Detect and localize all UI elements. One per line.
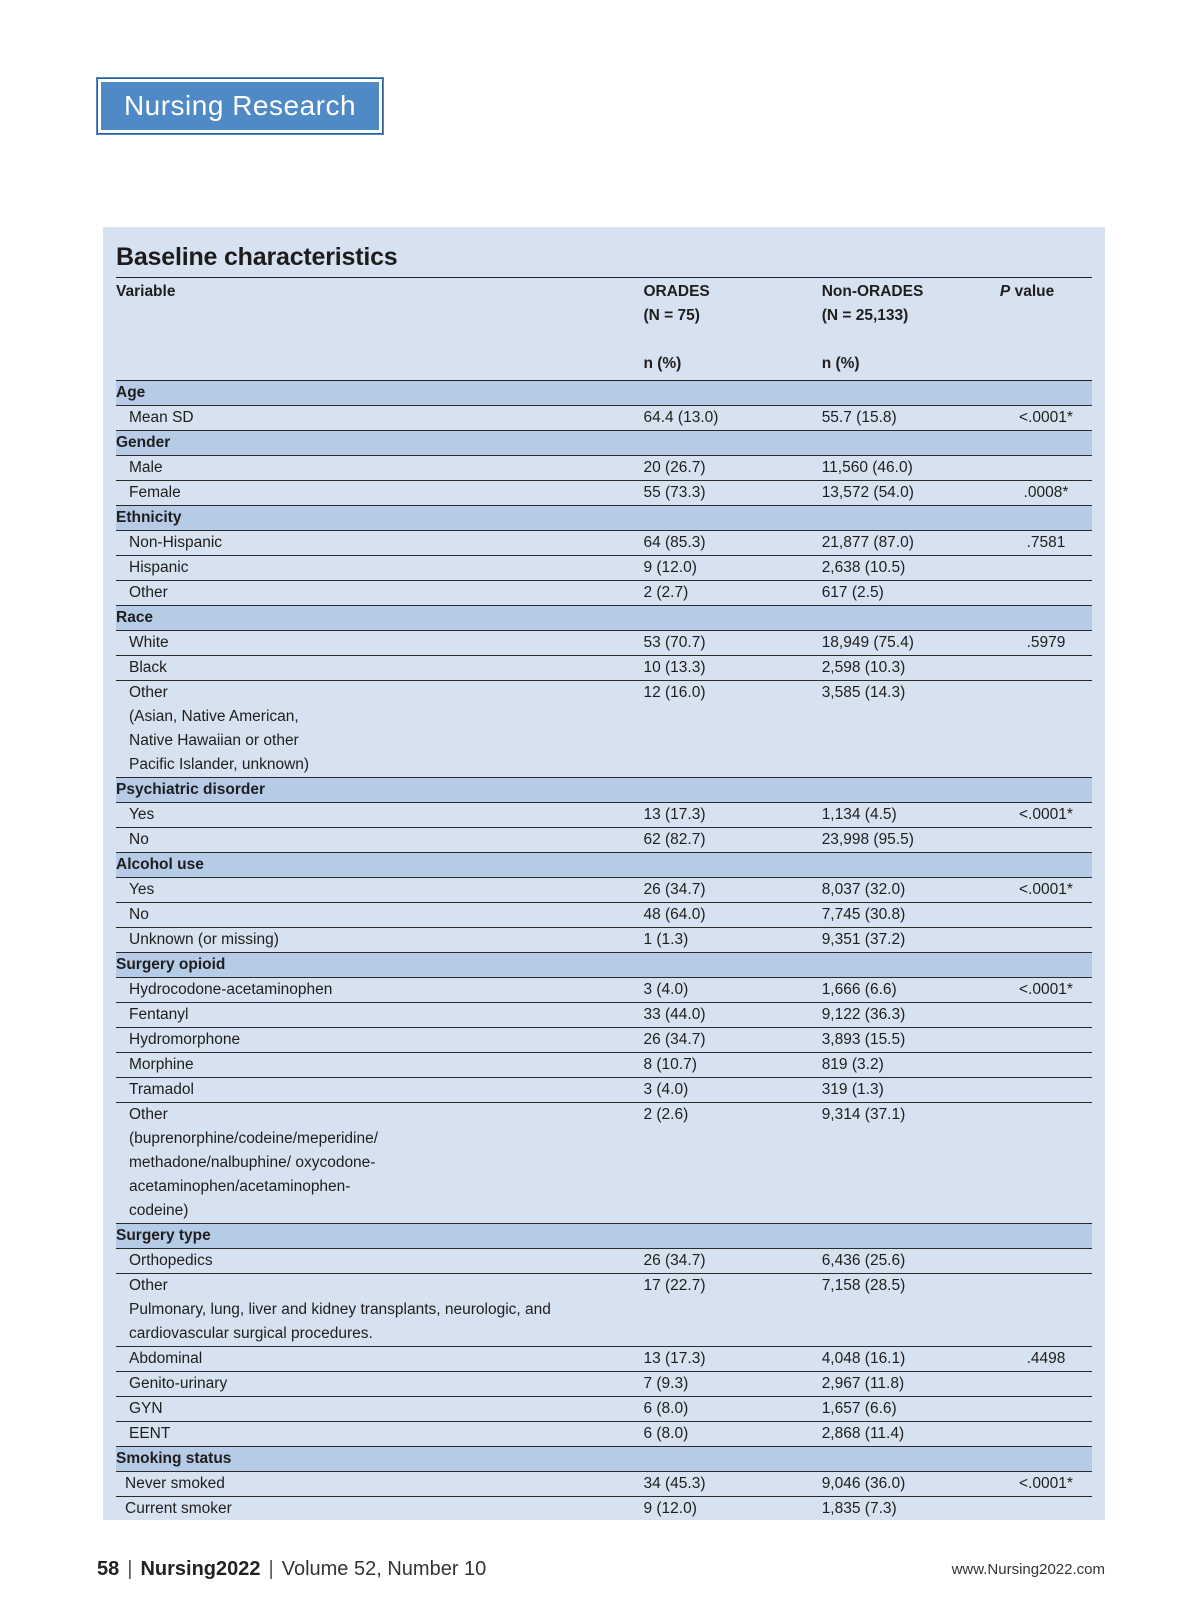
- variable-label-line: (buprenorphine/codeine/meperidine/: [129, 1130, 379, 1147]
- table-title: Baseline characteristics: [116, 243, 398, 271]
- orades-cell: 9 (12.0): [643, 556, 821, 581]
- orades-cell: 64.4 (13.0): [643, 406, 821, 431]
- non-orades-cell: 6,436 (25.6): [822, 1249, 1000, 1274]
- p-value-cell: <.0001*: [1000, 406, 1092, 431]
- variable-cell: EENT: [116, 1422, 643, 1447]
- p-value-cell: <.0001*: [1000, 878, 1092, 903]
- header-non-orades: Non-ORADES (N = 25,133) n (%): [822, 278, 1000, 381]
- p-value-cell: [1000, 1497, 1092, 1522]
- orades-cell: 8 (10.7): [643, 1053, 821, 1078]
- table-row: [116, 1053, 1092, 1078]
- variable-cell: Male: [116, 456, 643, 481]
- p-value-cell: [1000, 456, 1092, 481]
- variable-cell: Yes: [116, 878, 643, 903]
- group-label: Psychiatric disorder: [116, 778, 1092, 803]
- table-row: [116, 1003, 1092, 1028]
- non-orades-cell: 7,158 (28.5): [822, 1274, 1000, 1347]
- table-row: [116, 581, 1092, 606]
- orades-cell: 2 (2.6): [643, 1103, 821, 1224]
- header-orades: ORADES (N = 75) n (%): [643, 278, 821, 381]
- section-tag: Nursing Research: [97, 78, 383, 134]
- variable-cell: No: [116, 828, 643, 853]
- table-header-row: [116, 278, 1092, 381]
- p-value-cell: [1000, 1249, 1092, 1274]
- table-body: [116, 381, 1092, 1522]
- variable-label-line: Pulmonary, lung, liver and kidney transplants, neurologic, and: [129, 1301, 551, 1318]
- variable-cell: Tramadol: [116, 1078, 643, 1103]
- variable-cell: Female: [116, 481, 643, 506]
- table-group-row: [116, 606, 1092, 631]
- p-value-cell: [1000, 828, 1092, 853]
- variable-cell: Hispanic: [116, 556, 643, 581]
- p-value-cell: .5979: [1000, 631, 1092, 656]
- table-row: [116, 978, 1092, 1003]
- variable-label-line: Pacific Islander, unknown): [129, 756, 310, 773]
- baseline-table-panel: [103, 227, 1105, 1520]
- orades-cell: 1 (1.3): [643, 928, 821, 953]
- variable-cell: Yes: [116, 803, 643, 828]
- variable-cell: Unknown (or missing): [116, 928, 643, 953]
- p-value-cell: [1000, 1397, 1092, 1422]
- orades-cell: 55 (73.3): [643, 481, 821, 506]
- non-orades-cell: 55.7 (15.8): [822, 406, 1000, 431]
- table-group-row: [116, 431, 1092, 456]
- table-row: [116, 1497, 1092, 1522]
- variable-label-line: Other: [129, 1106, 168, 1123]
- orades-cell: 9 (12.0): [643, 1500, 697, 1517]
- table-group-row: [116, 1447, 1092, 1472]
- table-row: [116, 1078, 1092, 1103]
- orades-cell: 33 (44.0): [643, 1003, 821, 1028]
- page-footer: 58 | Nursing2022 | Volume 52, Number 10 www.Nursing2022.com: [97, 1558, 1105, 1580]
- website-url: www.Nursing2022.com: [951, 1561, 1105, 1578]
- table-row: [116, 556, 1092, 581]
- variable-cell: GYN: [116, 1397, 643, 1422]
- orades-cell: 26 (34.7): [643, 1028, 821, 1053]
- non-orades-cell: 3,585 (14.3): [822, 681, 1000, 778]
- non-orades-cell: 4,048 (16.1): [822, 1347, 1000, 1372]
- variable-cell: White: [116, 631, 643, 656]
- orades-cell: 62 (82.7): [643, 828, 821, 853]
- table-row: [116, 1103, 1092, 1224]
- orades-cell: 20 (26.7): [643, 456, 821, 481]
- table-row: [116, 681, 1092, 778]
- orades-cell: 13 (17.3): [643, 1347, 821, 1372]
- variable-cell: [116, 1274, 643, 1347]
- variable-cell: Abdominal: [116, 1347, 643, 1372]
- non-orades-cell: 3,893 (15.5): [822, 1028, 1000, 1053]
- table-group-row: [116, 506, 1092, 531]
- non-orades-cell: 819 (3.2): [822, 1053, 1000, 1078]
- p-value-cell: [1000, 903, 1092, 928]
- p-value-cell: [1000, 656, 1092, 681]
- table-group-row: [116, 1224, 1092, 1249]
- group-label: Ethnicity: [116, 506, 1092, 531]
- orades-cell: 2 (2.7): [643, 581, 821, 606]
- variable-cell: Never smoked: [116, 1472, 643, 1497]
- variable-cell: Current smoker: [125, 1500, 232, 1517]
- group-label: Gender: [116, 431, 1092, 456]
- table-row: [116, 531, 1092, 556]
- table-row: [116, 903, 1092, 928]
- variable-cell: Black: [116, 656, 643, 681]
- table-group-row: [116, 778, 1092, 803]
- p-value-cell: [1000, 1422, 1092, 1447]
- group-label: Surgery opioid: [116, 953, 1092, 978]
- non-orades-cell: 2,598 (10.3): [822, 656, 1000, 681]
- table-group-row: [116, 953, 1092, 978]
- non-orades-cell: 9,122 (36.3): [822, 1003, 1000, 1028]
- variable-label-line: Other: [129, 1277, 168, 1294]
- orades-cell: 53 (70.7): [643, 631, 821, 656]
- p-value-cell: [1000, 1274, 1092, 1347]
- p-value-cell: [1000, 1078, 1092, 1103]
- table-row: [116, 631, 1092, 656]
- non-orades-cell: 18,949 (75.4): [822, 631, 1000, 656]
- p-value-cell: <.0001*: [1000, 978, 1092, 1003]
- non-orades-cell: 1,657 (6.6): [822, 1397, 1000, 1422]
- p-value-cell: [1000, 1053, 1092, 1078]
- orades-cell: 10 (13.3): [643, 656, 821, 681]
- variable-cell: Hydrocodone-acetaminophen: [116, 978, 643, 1003]
- variable-label-line: (Asian, Native American,: [129, 708, 299, 725]
- group-label: Surgery type: [116, 1224, 1092, 1249]
- variable-cell: Genito-urinary: [116, 1372, 643, 1397]
- group-label: Age: [116, 381, 1092, 406]
- table-row: [116, 656, 1092, 681]
- orades-cell: 3 (4.0): [643, 978, 821, 1003]
- table-row: [116, 1028, 1092, 1053]
- non-orades-cell: 7,745 (30.8): [822, 903, 1000, 928]
- p-value-cell: [1000, 1028, 1092, 1053]
- volume-info: Volume 52, Number 10: [281, 1558, 487, 1580]
- baseline-characteristics-table: [116, 277, 1092, 1521]
- orades-cell: 26 (34.7): [643, 1249, 821, 1274]
- table-row: [116, 481, 1092, 506]
- orades-cell: 6 (8.0): [643, 1397, 821, 1422]
- page-number: 58: [97, 1558, 120, 1580]
- non-orades-cell: 617 (2.5): [822, 581, 1000, 606]
- magazine-name: Nursing2022: [140, 1558, 261, 1580]
- variable-cell: No: [116, 903, 643, 928]
- variable-cell: Fentanyl: [116, 1003, 643, 1028]
- table-row: [116, 1422, 1092, 1447]
- table-group-row: [116, 853, 1092, 878]
- p-value-cell: [1000, 581, 1092, 606]
- variable-cell: Morphine: [116, 1053, 643, 1078]
- variable-cell: Hydromorphone: [116, 1028, 643, 1053]
- orades-cell: 3 (4.0): [643, 1078, 821, 1103]
- p-value-cell: [1000, 1103, 1092, 1224]
- p-value-cell: [1000, 681, 1092, 778]
- variable-label-line: Other: [129, 684, 168, 701]
- variable-cell: Mean SD: [116, 406, 643, 431]
- orades-cell: 6 (8.0): [643, 1422, 821, 1447]
- variable-label-line: cardiovascular surgical procedures.: [129, 1325, 373, 1342]
- group-label: Smoking status: [116, 1447, 1092, 1472]
- p-value-cell: [1000, 1372, 1092, 1397]
- variable-label-line: acetaminophen/acetaminophen-: [129, 1178, 351, 1195]
- non-orades-cell: 2,638 (10.5): [822, 556, 1000, 581]
- table-row: [116, 456, 1092, 481]
- p-value-cell: .0008*: [1000, 481, 1092, 506]
- variable-label-line: Native Hawaiian or other: [129, 732, 299, 749]
- table-row: [116, 1397, 1092, 1422]
- table-row: [116, 1249, 1092, 1274]
- p-value-cell: .7581: [1000, 531, 1092, 556]
- p-value-cell: [1000, 928, 1092, 953]
- orades-cell: 64 (85.3): [643, 531, 821, 556]
- orades-cell: 13 (17.3): [643, 803, 821, 828]
- variable-cell: Other: [116, 581, 643, 606]
- header-p-value: P value: [1000, 278, 1092, 381]
- non-orades-cell: 11,560 (46.0): [822, 456, 1000, 481]
- variable-label-line: methadone/nalbuphine/ oxycodone-: [129, 1154, 376, 1171]
- variable-cell: Orthopedics: [116, 1249, 643, 1274]
- non-orades-cell: 319 (1.3): [822, 1078, 1000, 1103]
- table-row: [116, 1472, 1092, 1497]
- table-row: [116, 406, 1092, 431]
- non-orades-cell: 2,868 (11.4): [822, 1422, 1000, 1447]
- non-orades-cell: 21,877 (87.0): [822, 531, 1000, 556]
- non-orades-cell: 8,037 (32.0): [822, 878, 1000, 903]
- group-label: Alcohol use: [116, 853, 1092, 878]
- non-orades-cell: 1,835 (7.3): [821, 1500, 897, 1517]
- variable-cell: Non-Hispanic: [116, 531, 643, 556]
- non-orades-cell: 1,134 (4.5): [822, 803, 1000, 828]
- table-group-row: [116, 381, 1092, 406]
- non-orades-cell: 13,572 (54.0): [822, 481, 1000, 506]
- orades-cell: 17 (22.7): [643, 1274, 821, 1347]
- non-orades-cell: 2,967 (11.8): [822, 1372, 1000, 1397]
- non-orades-cell: 9,314 (37.1): [822, 1103, 1000, 1224]
- header-variable: Variable: [116, 278, 643, 381]
- orades-cell: 34 (45.3): [643, 1472, 821, 1497]
- non-orades-cell: 9,351 (37.2): [822, 928, 1000, 953]
- p-value-cell: <.0001*: [1000, 803, 1092, 828]
- orades-cell: 12 (16.0): [643, 681, 821, 778]
- p-value-cell: [1000, 556, 1092, 581]
- group-label: Race: [116, 606, 1092, 631]
- table-row: [116, 878, 1092, 903]
- table-row: [116, 928, 1092, 953]
- orades-cell: 48 (64.0): [643, 903, 821, 928]
- orades-cell: 7 (9.3): [643, 1372, 821, 1397]
- p-value-cell: .4498: [1000, 1347, 1092, 1372]
- table-row: [116, 1274, 1092, 1347]
- non-orades-cell: 9,046 (36.0): [822, 1472, 1000, 1497]
- p-value-cell: <.0001*: [1000, 1472, 1092, 1497]
- non-orades-cell: 1,666 (6.6): [822, 978, 1000, 1003]
- p-value-cell: [1000, 1003, 1092, 1028]
- variable-cell: [116, 1103, 643, 1224]
- variable-label-line: codeine): [129, 1202, 189, 1219]
- table-row: [116, 828, 1092, 853]
- table-row: [116, 1372, 1092, 1397]
- variable-cell: [116, 681, 643, 778]
- table-row: [116, 1347, 1092, 1372]
- table-row: [116, 803, 1092, 828]
- orades-cell: 26 (34.7): [643, 878, 821, 903]
- non-orades-cell: 23,998 (95.5): [822, 828, 1000, 853]
